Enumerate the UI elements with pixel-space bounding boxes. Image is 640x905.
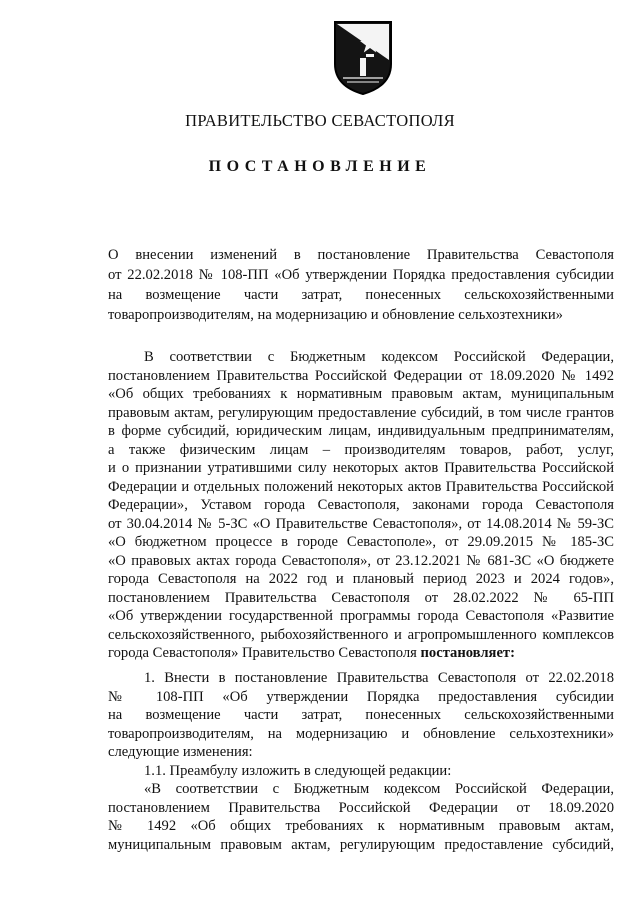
- preamble-line: постановлением Правительства Российской Федерации от 18.09.2020 № 1492: [108, 367, 614, 384]
- preamble-line: Федерации», Уставом города Севастополя, законами города Севастополя: [108, 497, 614, 513]
- document-type: ПОСТАНОВЛЕНИЕ: [208, 158, 432, 175]
- preamble-line: «О бюджетном процессе в городе Севастополе», от 29.09.2015 № 185-ЗС: [108, 534, 614, 550]
- sevastopol-coat-of-arms: [333, 20, 393, 96]
- preamble-tail: города Севастополя» Правительство Севастополя: [108, 645, 421, 661]
- preamble-line: Федерации и отдельных положений некоторых актов Правительства Российской: [108, 478, 614, 495]
- preamble-line: «Об утверждении государственной программы города Севастополя «Развитие: [108, 608, 614, 624]
- operative-word: постановляет:: [420, 645, 515, 661]
- section-1-line: на возмещение части затрат, понесенных сельскохозяйственными: [108, 707, 614, 723]
- preamble-line: сельскохозяйственного, рыбохозяйственного и агропромышленного комплексов: [108, 626, 614, 643]
- preamble-line: от 30.04.2014 № 5-ЗС «О Правительстве Севастополя», от 14.08.2014 № 59-ЗС: [108, 515, 614, 532]
- preamble-line: а также физическим лицам – производителям товаров, работ, услуг,: [108, 441, 614, 458]
- quote-line: «В соответствии с Бюджетным кодексом Российской Федерации,: [144, 781, 614, 797]
- preamble-line: «О правовых актах города Севастополя», от 23.12.2021 № 681-ЗС «О бюджете: [108, 552, 614, 569]
- preamble-line: В соответствии с Бюджетным кодексом Российской Федерации,: [144, 349, 614, 365]
- preamble-line: постановлением Правительства Севастополя от 28.02.2022 № 65-ПП: [108, 589, 614, 606]
- title-line: О внесении изменений в постановление Правительства Севастополя: [108, 247, 614, 263]
- preamble-line: правовым актам, регулирующим предоставление субсидий, в том числе грантов: [108, 404, 614, 421]
- title-line: товаропроизводителям, на модернизацию и обновление сельхозтехники»: [108, 307, 563, 323]
- section-1: [108, 669, 614, 854]
- org-name: ПРАВИТЕЛЬСТВО СЕВАСТОПОЛЯ: [185, 111, 455, 130]
- section-1-line: 1. Внести в постановление Правительства Севастополя от 22.02.2018: [144, 670, 614, 686]
- preamble-line: в форме субсидий, юридическим лицам, индивидуальным предпринимателям,: [108, 423, 614, 439]
- quote-line: постановлением Правительства Российской Федерации от 18.09.2020: [108, 799, 614, 816]
- preamble-line-last: [108, 644, 614, 663]
- section-1-line: товаропроизводителям, на модернизацию и обновление сельхозтехники»: [108, 725, 614, 742]
- quote-line: муниципальным правовым актам, регулирующим предоставление субсидий,: [108, 836, 614, 853]
- preamble-paragraph: [108, 348, 614, 663]
- item-1-1: 1.1. Преамбулу изложить в следующей редакции:: [144, 762, 452, 779]
- preamble-line: и о признании утратившими силу некоторых актов Правительства Российской: [108, 460, 614, 476]
- preamble-line: «Об общих требованиях к нормативным правовым актам, муниципальным: [108, 386, 614, 402]
- title-line: на возмещение части затрат, понесенных сельскохозяйственными: [108, 287, 614, 303]
- section-1-line: № 108-ПП «Об утверждении Порядка предоставления субсидии: [108, 688, 614, 705]
- section-1-line-last: следующие изменения:: [108, 744, 253, 760]
- quote-line: № 1492 «Об общих требованиях к нормативным правовым актам,: [108, 818, 614, 834]
- preamble-line: города Севастополя на 2022 год и плановый период 2023 и 2024 годов»,: [108, 571, 614, 587]
- title-line: от 22.02.2018 № 108-ПП «Об утверждении Порядка предоставления субсидии: [108, 267, 614, 283]
- resolution-title: [108, 245, 614, 325]
